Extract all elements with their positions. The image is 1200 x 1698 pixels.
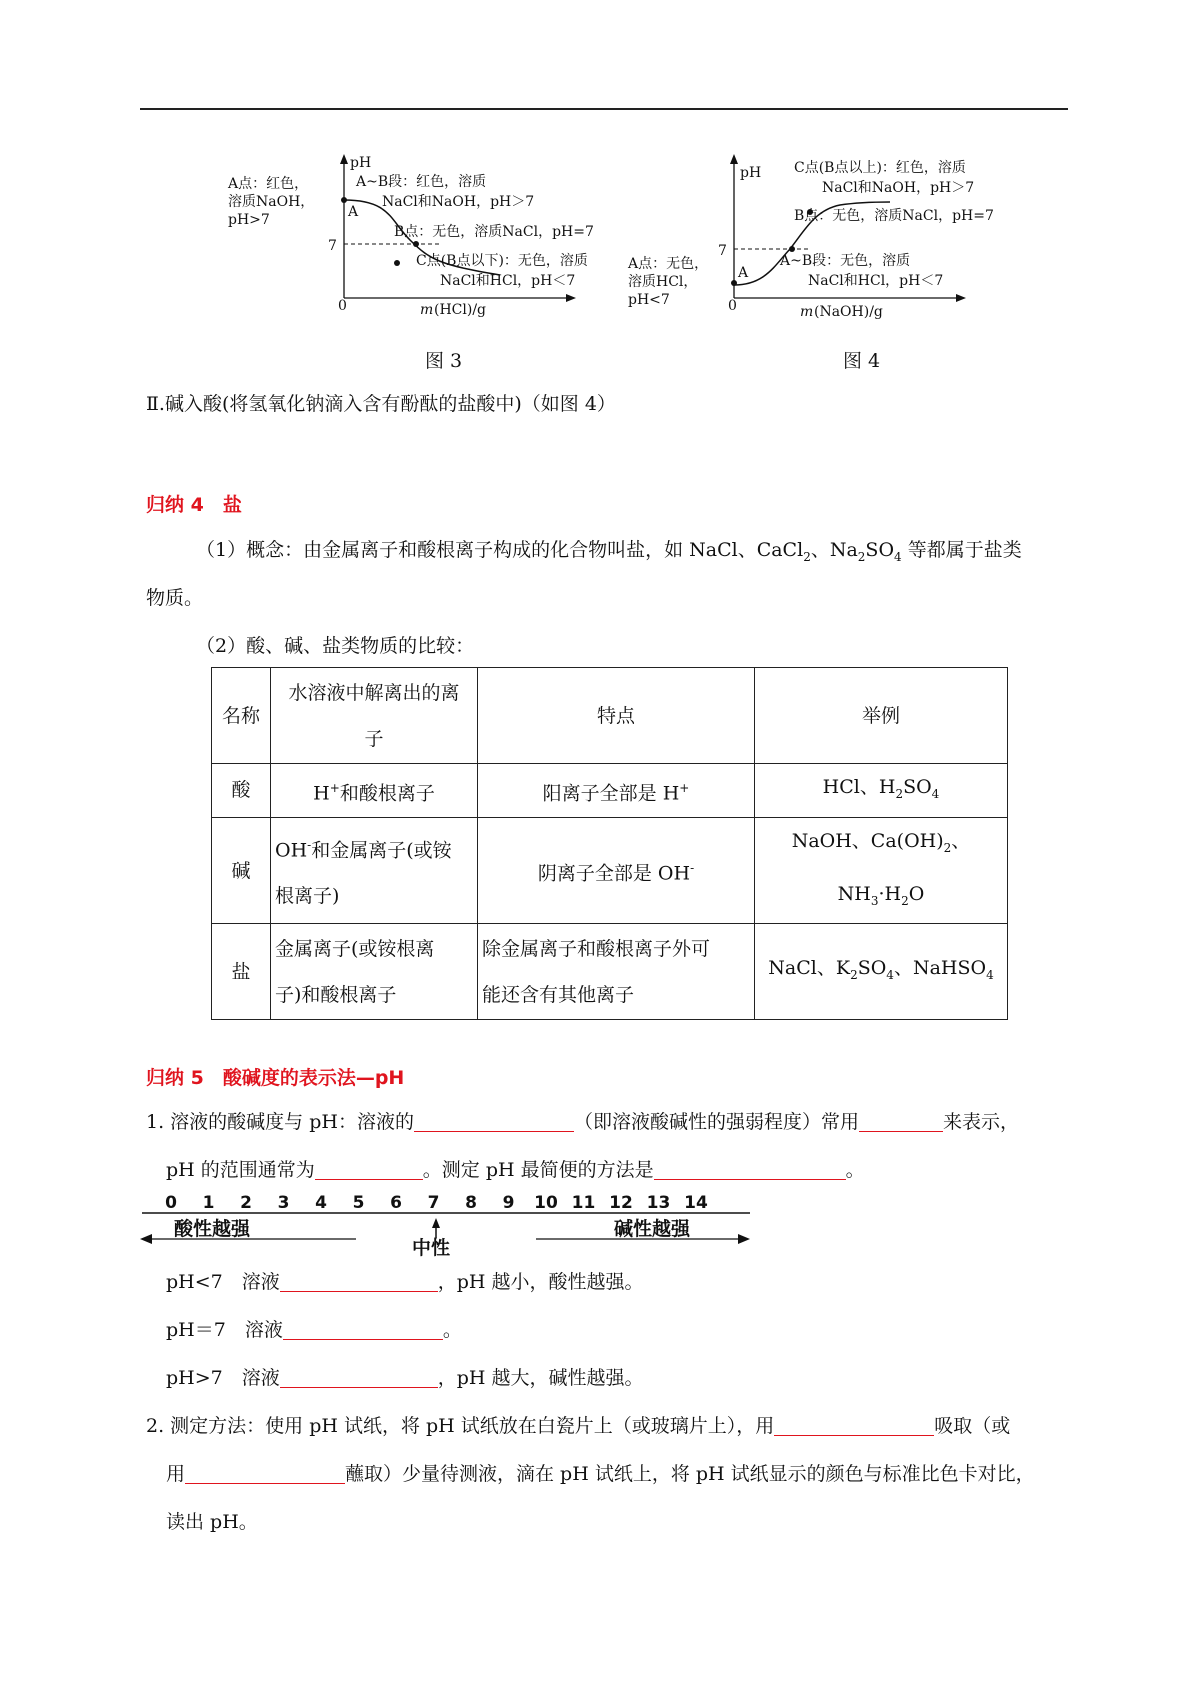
- th-ions: 水溶液中解离出的离 子: [271, 668, 478, 764]
- scale-number-14: 14: [684, 1193, 708, 1213]
- fig3-ab-note-1: A~B段：红色，溶质: [356, 174, 487, 190]
- scale-number-12: 12: [609, 1193, 633, 1213]
- item1-line1: 1. 溶液的酸碱度与 pH：溶液的 （即溶液酸碱性的强弱程度）常用 来表示，: [146, 1111, 1019, 1133]
- base-example: NaOH、$Ca(OH)_2$、$NH_3\cdot H_2O$: [755, 817, 1008, 924]
- blank-gt7[interactable]: [280, 1367, 438, 1388]
- ph-scale: [140, 1188, 760, 1258]
- blank-dropper[interactable]: [774, 1415, 934, 1436]
- para-base-into-acid: Ⅱ.碱入酸(将氢氧化钠滴入含有酚酞的盐酸中)（如图 4）: [146, 393, 616, 415]
- fig4-x-label: (NaOH)/g: [814, 304, 883, 320]
- acid-arrowhead: [140, 1234, 152, 1244]
- fig4-point-b: [789, 246, 795, 252]
- item2-line2: 用 蘸取）少量待测液，滴在 pH 试纸上，将 pH 试纸显示的颜色与标准比色卡对比，: [166, 1463, 1035, 1485]
- acid-example: HCl、$H_2SO_4$: [755, 764, 1008, 818]
- fig3-c-note-1: C点(B点以下)：无色，溶质: [416, 253, 588, 269]
- scale-number-8: 8: [465, 1193, 477, 1213]
- fig3-origin: 0: [338, 298, 347, 314]
- table-row-acid: [212, 764, 1008, 818]
- th-name: 名称: [212, 668, 271, 764]
- acid-ions: H+和酸根离子: [271, 764, 478, 818]
- fig3-a-note-3: pH>7: [228, 212, 270, 228]
- section-5-heading: 归纳 5 酸碱度的表示法—pH: [146, 1067, 405, 1089]
- th-feature: 特点: [478, 668, 755, 764]
- fig4-ab-note-1: A~B段：无色，溶质: [780, 253, 911, 269]
- scale-number-1: 1: [202, 1193, 215, 1213]
- salt-example: NaCl、$K_2SO_4$、NaHSO$_4$: [755, 924, 1008, 1020]
- ph-eq7-line: pH＝7 溶液 。: [166, 1319, 462, 1341]
- scale-neutral-label: 中性: [412, 1237, 451, 1259]
- fig3-tick-7: 7: [328, 238, 337, 254]
- salt-feature: 除金属离子和酸根离子外可 能还含有其他离子: [478, 924, 755, 1020]
- blank-eq7[interactable]: [283, 1319, 443, 1340]
- blank-lt7[interactable]: [280, 1271, 438, 1292]
- blank-glass-rod[interactable]: [185, 1463, 345, 1484]
- fig4-a-note-2: 溶质HCl，: [628, 274, 698, 290]
- neutral-arrowhead: [432, 1218, 440, 1228]
- scale-number-10: 10: [534, 1193, 558, 1213]
- blank-acidity[interactable]: [414, 1111, 574, 1132]
- fig3-point-a-letter: A: [348, 204, 359, 220]
- section-4-heading: 归纳 4 盐: [146, 494, 242, 516]
- base-ions: OH-和金属离子(或铵 根离子): [271, 817, 478, 924]
- scale-number-2: 2: [240, 1193, 252, 1213]
- fig3-point-a: [341, 197, 347, 203]
- concept-line-1: （1）概念：由金属离子和酸根离子构成的化合物叫盐，如 NaCl、CaCl$_2$、$Na_2SO_4$ 等都属于盐类: [196, 539, 1022, 564]
- figure-4-caption: 图 4: [843, 350, 881, 372]
- fig4-a-note-3: pH<7: [628, 292, 670, 308]
- comparison-table: [211, 667, 1008, 1020]
- fig3-point-c: [394, 260, 400, 266]
- figure-3-graph: [228, 150, 640, 325]
- scale-number-11: 11: [571, 1193, 596, 1213]
- table-row-base: [212, 817, 1008, 924]
- ph-gt7-line: pH>7 溶液 ，pH 越大，碱性越强。: [166, 1367, 644, 1389]
- figure-4-graph: [628, 150, 1020, 325]
- fig4-c-note-2: NaCl和NaOH，pH＞7: [822, 180, 975, 196]
- fig4-origin: 0: [728, 298, 737, 314]
- compare-title: （2）酸、碱、盐类物质的比较：: [196, 635, 475, 657]
- salt-ions: 金属离子(或铵根离 子)和酸根离子: [271, 924, 478, 1020]
- base-feature: 阴离子全部是 OH-: [478, 817, 755, 924]
- blank-ph-range[interactable]: [315, 1159, 423, 1180]
- scale-base-label: 碱性越强: [614, 1218, 691, 1240]
- scale-number-6: 6: [390, 1193, 402, 1213]
- scale-acid-label: 酸性越强: [174, 1218, 251, 1240]
- fig4-point-a: [731, 280, 737, 286]
- acid-feature: 阳离子全部是 H+: [478, 764, 755, 818]
- figure-3-caption: 图 3: [425, 350, 463, 372]
- fig3-b-note: B点：无色，溶质NaCl，pH=7: [394, 224, 594, 240]
- scale-number-3: 3: [277, 1193, 290, 1213]
- fig4-y-label: pH: [740, 165, 762, 181]
- base-name: 碱: [212, 817, 271, 924]
- fig3-x-label: (HCl)/g: [434, 302, 487, 318]
- scale-number-7: 7: [427, 1193, 440, 1213]
- item2-line1: 2. 测定方法：使用 pH 试纸，将 pH 试纸放在白瓷片上（或玻璃片上），用 吸取（或: [146, 1415, 1011, 1437]
- fig3-y-label: pH: [350, 155, 372, 171]
- fig3-point-b: [413, 241, 419, 247]
- base-arrowhead: [738, 1234, 750, 1244]
- scale-number-9: 9: [502, 1193, 515, 1213]
- fig3-x-label-italic: m: [420, 302, 434, 318]
- fig4-ab-note-2: NaCl和HCl，pH＜7: [808, 273, 944, 289]
- concept-line-2: 物质。: [146, 587, 204, 609]
- scale-number-13: 13: [646, 1193, 671, 1213]
- fig4-tick-7: 7: [718, 243, 727, 259]
- acid-name: 酸: [212, 764, 271, 818]
- item1-line2: pH 的范围通常为 。测定 pH 最简便的方法是 。: [166, 1159, 865, 1181]
- scale-number-4: 4: [315, 1193, 327, 1213]
- scale-number-0: 0: [165, 1193, 177, 1213]
- fig4-b-note: B点：无色，溶质NaCl，pH=7: [794, 208, 994, 224]
- fig3-a-note-2: 溶质NaOH，: [228, 194, 315, 210]
- ph-lt7-line: pH<7 溶液 ，pH 越小，酸性越强。: [166, 1271, 644, 1293]
- fig4-x-label-italic: m: [800, 304, 814, 320]
- fig4-point-a-letter: A: [738, 265, 749, 281]
- scale-number-5: 5: [352, 1193, 365, 1213]
- salt-name: 盐: [212, 924, 271, 1020]
- fig4-c-note-1: C点(B点以上)：红色，溶质: [794, 160, 966, 176]
- table-row-salt: [212, 924, 1008, 1020]
- fig3-c-note-2: NaCl和HCl，pH＜7: [440, 273, 576, 289]
- th-example: 举例: [755, 668, 1008, 764]
- blank-ph-method[interactable]: [654, 1159, 846, 1180]
- fig3-a-note-1: A点：红色，: [228, 176, 309, 192]
- item2-line3: 读出 pH。: [166, 1511, 258, 1533]
- table-header-row: [212, 668, 1008, 764]
- blank-ph-symbol[interactable]: [859, 1111, 943, 1132]
- fig3-ab-note-2: NaCl和NaOH，pH＞7: [382, 194, 535, 210]
- header-rule: [140, 108, 1068, 110]
- fig4-a-note-1: A点：无色，: [628, 256, 709, 272]
